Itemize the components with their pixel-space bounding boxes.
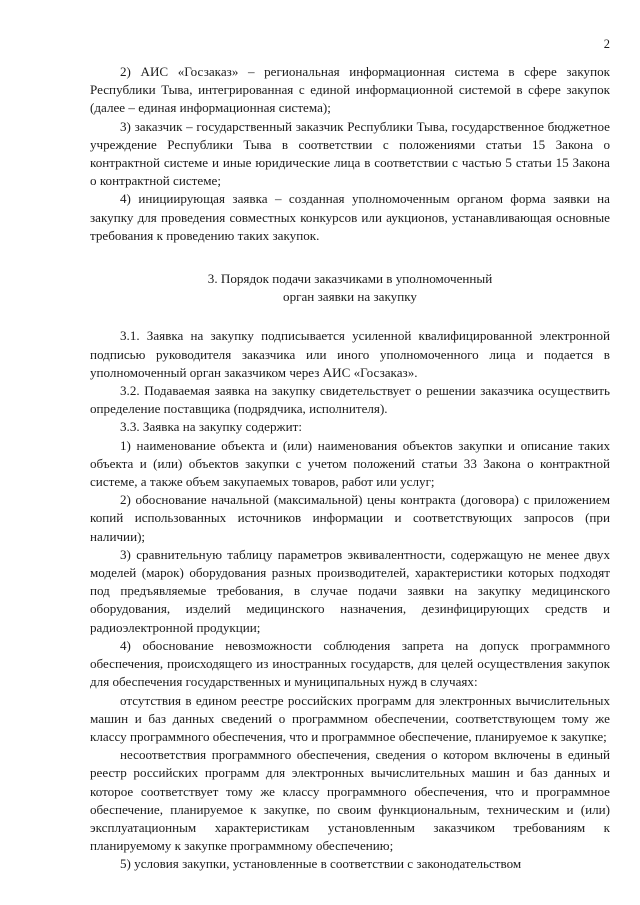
paragraph: 1) наименование объекта и (или) наименования объектов закупки и описание таких объекта и (или) объектов закупки с учетом положений статьи 33 Закона о контрактной системе, а также объем закупаемых товаров, работ или услуг; xyxy=(90,437,610,490)
paragraph: 5) условия закупки, установленные в соответствии с законодательством xyxy=(120,856,522,872)
paragraph: 4) инициирующая заявка – созданная уполномоченным органом форма заявки на закупку для проведения совместных конкурсов или аукционов, устанавливающая основные требования к проведению таких закупок. xyxy=(90,191,610,243)
section-title-line: 3. Порядок подачи заказчиками в уполномоченный xyxy=(207,271,493,287)
document-body xyxy=(90,63,610,874)
paragraph: 2) обоснование начальной (максимальной) цены контракта (договора) с приложением копий использованных источников информации и соответствующих запросов (при наличии); xyxy=(90,492,610,544)
paragraph: 4) обоснование невозможности соблюдения запрета на допуск программного обеспечения, происходящего из иностранных государств, для целей осуществления закупок для обеспечения государственных и муниципальных нужд в случаях: xyxy=(90,637,610,690)
section-title-line: орган заявки на закупку xyxy=(283,289,417,305)
paragraph: 3) заказчик – государственный заказчик Республики Тыва, государственное бюджетное учреждение Республики Тыва в соответствии с положениями статьи 15 Закона о контрактной системе и иные юридические лица в соответствии с частью 5 статьи 15 Закона о контрактной системе; xyxy=(90,118,610,189)
section-title xyxy=(90,270,610,306)
paragraph: 2) АИС «Госзаказ» – региональная информационная система в сфере закупок Республики Тыва, интегрированная с единой информационной системой в сфере закупок (далее – единая информационная система); xyxy=(90,64,610,116)
page-number: 2 xyxy=(603,37,610,51)
paragraph: 3.2. Подаваемая заявка на закупку свидетельствует о решении заказчика осуществить определение поставщика (подрядчика, исполнителя). xyxy=(90,383,610,417)
paragraph: 3.3. Заявка на закупку содержит: xyxy=(120,419,302,435)
paragraph: 3) сравнительную таблицу параметров эквивалентности, содержащую не менее двух моделей (марок) оборудования разных производителей, характеристики которых подходят под предъявляемые требования, в случае подачи заявки на закупку медицинского оборудования, изделий медицинского назначения, дезинфицирующих средств и радиоэлектронной продукции; xyxy=(90,546,610,635)
paragraph: отсутствия в едином реестре российских программ для электронных вычислительных машин и баз данных сведений о программном обеспечении, соответствующем тому же классу программного обеспечения, что и программное обеспечение, планируемое к закупке; xyxy=(90,692,610,744)
paragraph: 3.1. Заявка на закупку подписывается усиленной квалифицированной электронной подписью руководителя заказчика или иного уполномоченного лица и подается в уполномоченный орган заказчиком через АИС «Госзаказ». xyxy=(90,328,610,380)
paragraph: несоответствия программного обеспечения, сведения о котором включены в единый реестр российских программ для электронных вычислительных машин и баз данных и которое соответствует тому же классу программного обеспечения, что и программное обеспечение, планируемое к закупке, по своим функциональным, техническим и (или) эксплуатационным характеристикам установленным заказчиком требованиям к планируемому к закупке программному обеспечению; xyxy=(90,747,610,854)
